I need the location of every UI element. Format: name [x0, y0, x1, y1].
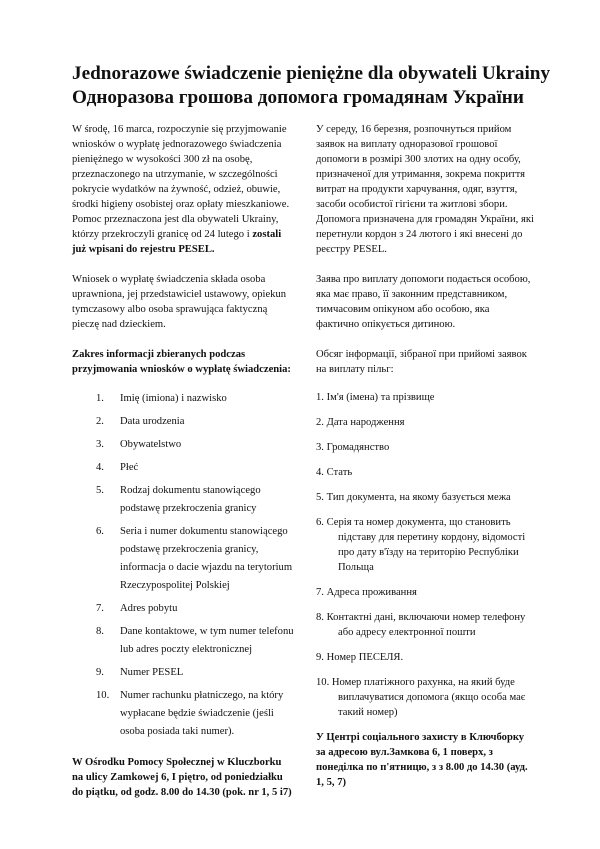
title-ukrainian: Одноразова грошова допомога громадянам України [72, 87, 524, 108]
list-item: 2. Data urodzenia [96, 416, 185, 427]
list-item: 2. Дата народження [316, 417, 405, 428]
polish-applicant-paragraph: Wniosek o wypłatę świadczenia składa osoba uprawniona, jej przedstawiciel ustawowy, opiekun tymczasowy albo osoba sprawująca faktyczną pieczę nad dzieckiem. [72, 274, 287, 330]
list-item: 1. Imię (imiona) i nazwisko [96, 393, 227, 404]
list-item: 7. Adres pobytu [96, 603, 178, 614]
ukrainian-column [316, 122, 534, 790]
polish-intro-bold: zostali już wpisani do rejestru PESEL. [72, 229, 282, 255]
list-item: 6. Seria i numer dokumentu stanowiącego podstawę przekroczenia granicy, informacja o dacie wjazdu na terytorium Rzeczypospolitej Polskiej [96, 526, 293, 591]
list-item: 4. Płeć [96, 462, 139, 473]
polish-scope-heading: Zakres informacji zbieranych podczas przyjmowania wniosków o wypłatę świadczenia: [72, 349, 291, 375]
polish-info-list [72, 390, 294, 741]
list-item: 10. Номер платіжного рахунка, на який буде виплачуватися допомога (якщо особа має такий номер) [316, 677, 526, 718]
list-item: 9. Numer PESEL [96, 667, 184, 678]
list-item: 5. Rodzaj dokumentu stanowiącego podstawę przekroczenia granicy [96, 485, 261, 514]
ukrainian-info-list [316, 390, 534, 720]
polish-intro-text: W środę, 16 marca, rozpoczynie się przyjmowanie wniosków o wypłatę jednorazowego świadczenia pieniężnego w wysokości 300 zł na osobę, przeznaczonego na utrzymanie, w szczególności pokrycie wydatków na żywność, odzież, obuwie, środki higieny osobistej oraz opłaty mieszkaniowe. Pomoc przeznaczona jest dla obywateli Ukrainy, którzy przekroczyli granicę od 24 lutego i [72, 124, 290, 240]
ukrainian-location-paragraph: У Центрі соціального захисту в Ключборку за адресою вул.Замкова 6, 1 поверх, з понеділка по п'ятницю, з з 8.00 до 14.30 (ауд. 1, 5, 7) [316, 732, 528, 788]
list-item: 10. Numer rachunku płatniczego, na który wypłacane będzie świadczenie (jeśli osoba posiada taki numer). [96, 690, 284, 737]
ukrainian-applicant-paragraph: Заява про виплату допомоги подається особою, яка має право, її законним представником, тимчасовим опікуном або особою, яка фактично опікується дитиною. [316, 274, 531, 330]
page-title [72, 62, 551, 110]
polish-column [72, 122, 294, 800]
list-item: 7. Адреса проживання [316, 587, 417, 598]
polish-intro-paragraph [72, 122, 294, 257]
list-item: 1. Ім'я (імена) та прізвище [316, 392, 435, 403]
list-item: 5. Тип документа, на якому базується межа [316, 492, 511, 503]
list-item: 6. Серія та номер документа, що становить підставу для перетину кордону, відомості про дату в'їзду на територію Республіки Польща [316, 517, 526, 573]
list-item: 9. Номер ПЕСЕЛЯ. [316, 652, 404, 663]
list-item: 8. Dane kontaktowe, w tym numer telefonu lub adres poczty elektronicznej [96, 626, 294, 655]
list-item: 3. Obywatelstwo [96, 439, 182, 450]
list-item: 4. Стать [316, 467, 353, 478]
title-polish: Jednorazowe świadczenie pieniężne dla obywateli Ukrainy [72, 63, 551, 84]
ukrainian-scope-heading: Обсяг інформації, зібраної при прийомі заявок на виплату пільг: [316, 349, 527, 375]
list-item: 8. Контактні дані, включаючи номер телефону або адресу електронної пошти [316, 612, 526, 638]
list-item: 3. Громадянство [316, 442, 390, 453]
ukrainian-intro-paragraph: У середу, 16 березня, розпочнуться прийом заявок на виплату одноразової грошової допомоги в розмірі 300 злотих на одну особу, призначеної для утримання, зокрема покриття витрат на продукти харчування, одяг, взуття, засоби особистої гігієни та житлові збори. Допомога призначена для громадян України, які перетнули кордон з 24 лютого і які внесені до реєстру PESEL. [316, 124, 534, 255]
polish-location-paragraph: W Ośrodku Pomocy Społecznej w Kluczborku na ulicy Zamkowej 6, I piętro, od poniedziałku do piątku, od godz. 8.00 do 14.30 (pok. nr 1, 5 i7) [72, 757, 292, 798]
